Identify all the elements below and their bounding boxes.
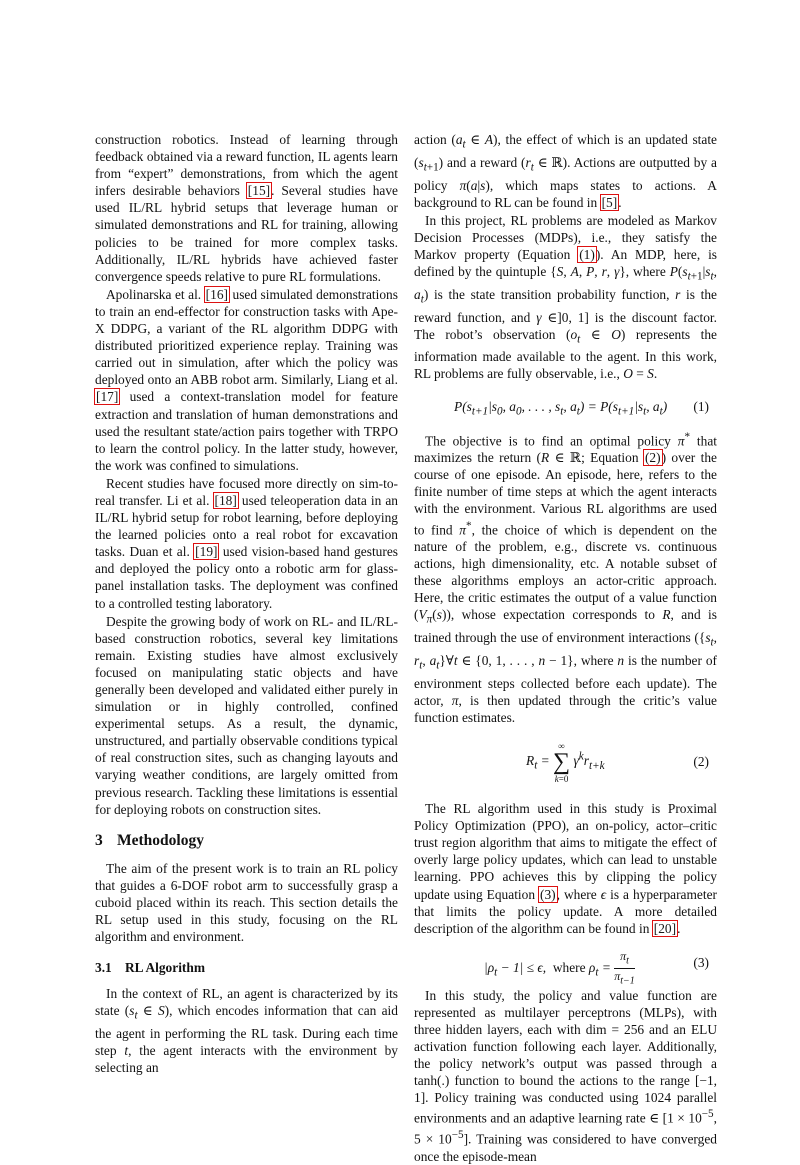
left-column [95, 131, 398, 1076]
equation-number: (3) [693, 954, 709, 970]
citation-link[interactable]: [19] [195, 544, 218, 560]
paragraph: Despite the growing body of work on RL- and IL/RL-based construction robotics, several key limitations remain. Existing studies have almost exclusively focused on manipulating static objects and have generally been developed and validated either purely in simulation or in highly controlled, confined experimental setups. As a result, the dynamic, unstructured, and partially observable conditions typical of real construction sites, such as changing layouts and varying weather conditions, are largely omitted from previous research. Tackling these limitations is essential for deploying robots on construction sites. [95, 613, 398, 817]
citation-link[interactable]: [5] [601, 194, 618, 210]
citation-link[interactable]: [17] [96, 389, 119, 405]
subsection-heading: 3.1 RL Algorithm [95, 960, 205, 976]
citation-link[interactable]: [15] [247, 183, 271, 199]
paragraph: action ($a_t$ ∈ A), the effect of which is an updated state $(s_{t+1})$ and a reward ($r_t$ ∈ ℝ). Actions are outputted by a policy π(a|s), which maps states to actions. A background to RL can be found in [5]. [414, 132, 717, 210]
citation-link[interactable]: [16] [205, 286, 228, 302]
paragraph: Apolinarska et al. [16] used simulated demonstrations to train an end-effector for construction tasks with Ape-X DDPG, a variant of the RL algorithm DDPG with distributed prioritized experience replay. Training was carried out in simulation, after which the policy was deployed onto an ABB robot arm. Similarly, Liang et al. [17] used a context-translation model for feature extraction and translation of human demonstrations and used the resultant state/action pairs together with TRPO to learn the control policy. In the latter study, however, the work was confined to simulations. [95, 286, 398, 473]
paragraph: In the context of RL, an agent is characterized by its state ($s_t$ ∈ S), which encodes information that can aid the agent in performing the RL task. During each time step t, the agent interacts with the environment by selecting an [95, 986, 398, 1076]
equation-number: (1) [693, 398, 709, 414]
equation-ref-link[interactable]: (2) [644, 450, 661, 466]
equation-ref-link[interactable]: (1) [579, 246, 595, 262]
paragraph: construction robotics. Instead of learning through feedback obtained via a reward function, IL agents learn from “expert” demonstrations, from which the agent infers desirable behaviors [15]. Several studies have used IL/RL hybrid setups that leverage human or simulated demonstrations and RL for training, allowing policies to be trained for more complex tasks. Additionally, IL/RL hybrids have achieved faster convergence speeds relative to pure RL formulations. [95, 132, 398, 284]
paragraph: In this project, RL problems are modeled as Markov Decision Processes (MDPs), i.e., they satisfy the Markov property (Equation (1)). An MDP, here, is defined by the quintuple {S, A, P, r, γ}, where $P(s_{t+1}|s_t$, $a_t$) is the state transition probability function, r is the reward function, and γ ∈]0, 1] is the discount factor. The robot’s observation ($o_t$ ∈ O) represents the information made available to the agent. In this work, RL problems are fully observable, i.e., O = S. [414, 212, 718, 382]
citation-link[interactable]: [18] [214, 492, 237, 508]
paragraph: Recent studies have focused more directly on sim-to-real transfer. Li et al. [18] used teleoperation data in an IL/RL hybrid setup for robot learning, before deploying the learned policies onto a real robot for excavation tasks. Duan et al. [19] used vision-based hand gestures and deployed the policy onto a robotic arm for glass-panel installation tasks. The deployment was confined to a controlled testing laboratory. [95, 475, 398, 611]
paragraph: In this study, the policy and value function are represented as multilayer perceptrons (MLPs), with three hidden layers, each with dim = 256 and an ELU activation function following each layer. Additionally, the policy network’s output was passed through a tanh(.) function to bound the actions to the range [−1, 1]. Policy training was conducted using 1024 parallel environments and an adaptive learning rate ∈ [$1 \times 10^{-5}$, $5 \times 10^{-5}$]. Training was considered to have converged once the episode-mean [414, 987, 717, 1164]
equation-ref-link[interactable]: (3) [540, 886, 556, 902]
citation-link[interactable]: [20] [653, 920, 677, 936]
equation-number: (2) [693, 754, 709, 770]
paragraph: The aim of the present work is to train an RL policy that guides a 6-DOF robot arm to successfully grasp a cuboid placed within its reach. This section details the RL setup used in this study, focusing on the RL algorithm and environment. [95, 860, 398, 945]
equation-1: $P(s_{t+1}|s_0$, $a_0$, . . . , $s_t$, $a_t) = P(s_{t+1}|s_t$, $a_t$) (1) [454, 398, 709, 418]
paragraph: The RL algorithm used in this study is Proximal Policy Optimization (PPO), an on-policy, actor–critic trust region algorithm that aims to mitigate the effect of overly large policy updates, which can lead to unstable learning. PPO achieves this by clipping the policy update using Equation (3), where ϵ is a hyperparameter that limits the policy update. A more detailed description of the algorithm can be found in [20]. [414, 801, 717, 936]
equation-2: $R_t$ = ∞ ∑ k=0 $\gamma^kr_{t+k}$ (2) [526, 741, 709, 785]
paragraph: The objective is to find an optimal policy π* that maximizes the return (R ∈ ℝ; Equation (2)) over the course of one episode. An episode, here, refers to the finite number of time steps at which the agent interacts with the environment. Various RL algorithms are used to find π*, the choice of which is dependent on the nature of the problem, e.g., discrete vs. continuous actions, high dimensionality, etc. A notable subset of these algorithms employs an actor-critic approach. Here, the critic estimates the output of a value function $(V_\pi(s))$, whose expectation corresponds to R, and is trained through the use of environment interactions ({$s_t$, $r_t$, $a_t\}\forall t$ ∈ {0, 1, . . . , n − 1}, where n is the number of environment steps collected before each update). The actor, π, is then updated through the critic’s value function estimates. [414, 430, 717, 725]
equation-3: $|\rho_t - 1| \le \epsilon$, where $\rho_t$ = $\frac{\pi_t}{\pi_{t-1}}$ (3) [484, 948, 709, 987]
right-column [414, 131, 717, 1165]
section-heading: 3 Methodology [95, 831, 204, 849]
